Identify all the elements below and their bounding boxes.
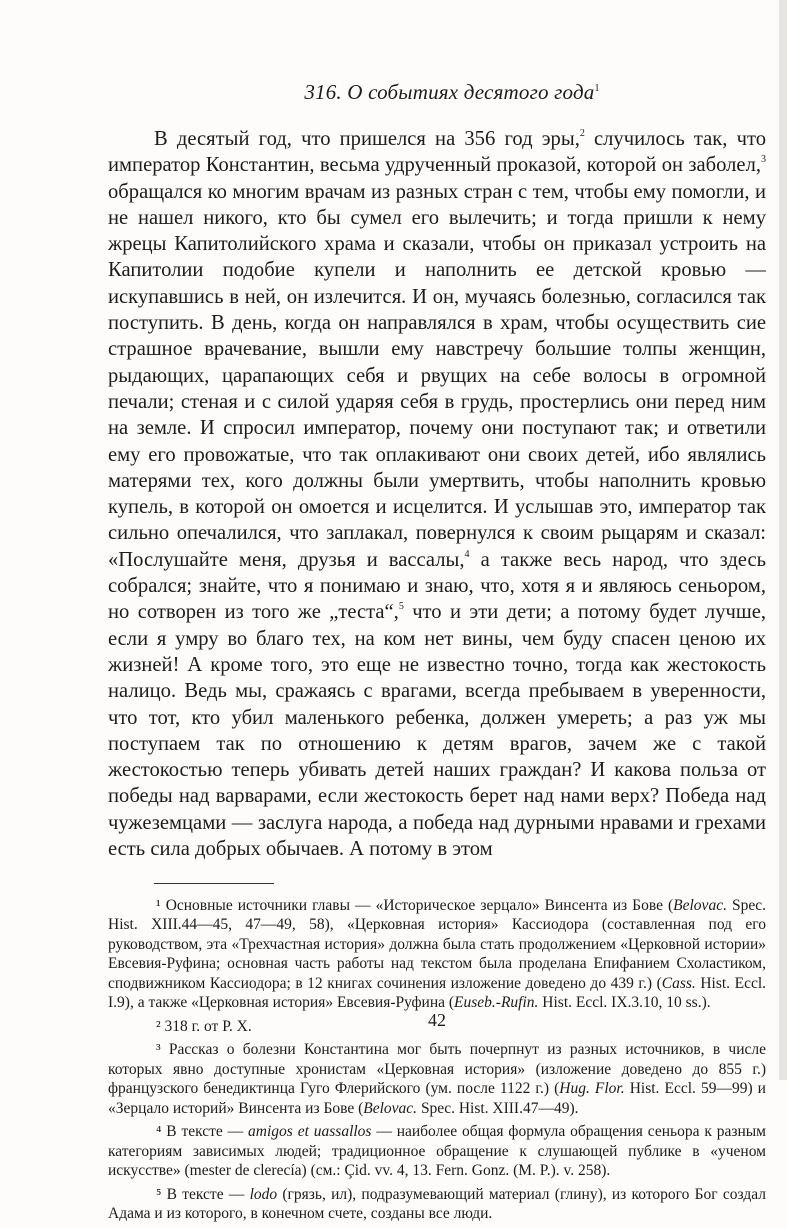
chapter-title <box>108 80 766 105</box>
chapter-title-text: 316. О событиях десятого года <box>304 80 595 104</box>
footnote-4 <box>108 1122 766 1181</box>
footnote-italic: Cass. <box>661 974 696 992</box>
footnote-text: Spec. Hist. XIII.47—49). <box>417 1099 579 1117</box>
footnote-text: ³ Рассказ о болезни Константина мог быть почерпнут из разных источников, в числе которых явно доступные хронистам «Церковная история» (изложение доведено до 855 г.) французского бенедиктинца Гуго Флерийского (ум. после 1122 г.) ( <box>108 1041 766 1098</box>
footnote-text: Hist. Eccl. 59—99) и «Зерцало историй» Винсента из Бове ( <box>108 1080 766 1117</box>
text-segment: обращался ко многим врачам из разных стран с тем, чтобы ему помогли, и не нашел никого, кто бы сумел его вылечить; и тогда пришли к нему жрецы Капитолийского храма и сказали, чтобы он приказал устроить на Капитолии подобие купели и наполнить ее детской кровью — искупавшись в ней, он излечится. И он, мучаясь болезнью, согласился так поступить. В день, когда он направлялся в храм, чтобы осуществить сие страшное врачевание, вышли ему навстречу большие толпы женщин, рыдающих, царапающих себя и рвущих на себе волосы в огромной печали; стеная и с силой ударяя себя в грудь, простерлись они перед ним на земле. И спросил император, почему они поступают так; и ответили ему его провожатые, что так оплакивают они своих детей, ибо являлись матерями тех, кого должны были умертвить, чтобы наполнить кровью купель, в которой он омоется и исцелится. И услышав это, император так сильно опечалился, что заплакал, повернулся к своим рыцарям и сказал: «Послушайте меня, друзья и вассалы, <box>108 180 766 571</box>
title-footnote-ref: 1 <box>594 83 600 94</box>
footnote-text: ⁴ В тексте — <box>156 1123 249 1141</box>
footnote-text: Hist. Eccl. I.9), а также «Церковная история» Евсевия-Руфина ( <box>108 974 767 1012</box>
footnote-text: Hist. Eccl. IX.3.10, 10 ss.). <box>538 994 711 1012</box>
footnote-ref: 5 <box>398 601 404 613</box>
footnote-text: ² 318 г. от Р. Х. <box>156 1017 252 1035</box>
footnote-text: Spec. Hist. XIII.44—45, 47—49, 58), «Церковная история» Кассиодора (составленная под его руководством, эта «Трехчастная история» должна была стать продолжением «Церковной истории» Евсевия-Руфина; основная часть работы над текстом была проделана Епифанием Схоластиком, сподвижником Кассиодора; в 12 книгах сочинения изложение доведено до 439 г.) ( <box>108 896 766 992</box>
footnote-1 <box>108 896 766 1013</box>
footnote-text: ¹ Основные источники главы — «Историческое зерцало» Винсента из Бове ( <box>156 896 674 914</box>
footnote-text: — наиболее общая формула обращения сеньора к разным категориям зависимых людей; традиционное обращение к слушающей публике в «ученом искусстве» (mester de clerecía) (см.: Çid. vv. 4, 13. Fern. Gonz. (M. P.). v. 258). <box>108 1123 766 1180</box>
text-segment: случилось так, что император Константин, весьма удрученный проказой, которой он заболел, <box>108 128 766 177</box>
footnote-3 <box>108 1040 766 1118</box>
text-segment: В десятый год, что пришелся на 356 год эры, <box>154 128 580 150</box>
footnote-separator <box>154 883 274 884</box>
footnote-italic: Euseb.-Rufin. <box>454 994 539 1012</box>
footnote-italic: amigos et uassallos <box>248 1123 372 1141</box>
footnote-italic: lodo <box>249 1185 278 1203</box>
text-segment: а также весь народ, что здесь собрался; знайте, что я понимаю и знаю, что, хотя я и являюсь сеньором, но сотворен из того же „теста“, <box>108 548 766 624</box>
footnote-italic: Belovac. <box>673 896 727 914</box>
book-page <box>108 80 766 1228</box>
footnote-ref: 3 <box>761 154 766 166</box>
footnote-italic: Hug. Flor. <box>559 1080 625 1098</box>
footnote-5 <box>108 1185 766 1224</box>
footnote-text: ⁵ В тексте — <box>156 1185 250 1203</box>
footnote-text: (грязь, ил), подразумевающий материал (глину), из которого Бог создал Адама и из которого, в конечном счете, созданы все люди. <box>108 1185 766 1223</box>
footnotes <box>108 896 766 1224</box>
page-edge-shadow <box>779 0 787 1080</box>
footnote-italic: Belovac. <box>363 1099 418 1117</box>
footnote-ref: 2 <box>579 128 585 139</box>
page-number: 42 <box>428 1010 446 1030</box>
text-segment: что и эти дети; а потому будет лучше, если я умру во благо тех, на ком нет вины, чем буду спасен ценою их жизней! А кроме того, это еще не известно точно, тогда как жестокость налицо. Ведь мы, сражаясь с врагами, всегда пребываем в уверенности, что тот, кто убил маленького ребенка, должен умереть; а раз уж мы поступаем так по отношению к детям врагов, зачем же с такой жестокостью теперь убивать детей наших граждан? И какова польза от победы над варварами, если жестокость берет над нами верх? Победа над чужеземцами — заслуга народа, а победа над дурными нравами и грехами есть сила добрых обычаев. А потому в этом <box>108 601 766 861</box>
main-paragraph <box>108 126 766 862</box>
footnote-ref: 4 <box>464 548 470 560</box>
